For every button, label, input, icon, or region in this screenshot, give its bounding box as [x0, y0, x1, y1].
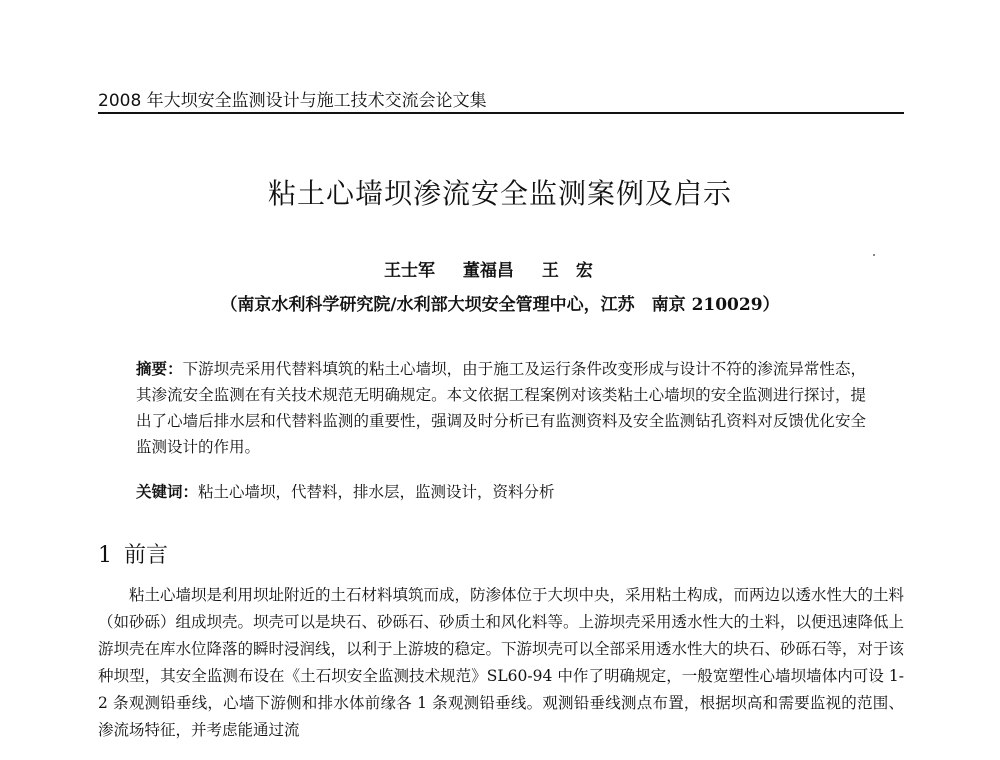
keywords-label: 关键词：: [136, 483, 199, 501]
keywords-text: 粘土心墙坝，代替料，排水层，监测设计，资料分析: [198, 483, 555, 501]
abstract-label: 摘要：: [136, 360, 183, 378]
abstract-text: 下游坝壳采用代替料填筑的粘土心墙坝，由于施工及运行条件改变形成与设计不符的渗流异常性态，其渗流安全监测在有关技术规范无明确规定。本文依据工程案例对该类粘土心墙坝的安全监测进行探讨，提出了心墙后排水层和代替料监测的重要性，强调及时分析已有监测资料及安全监测钻孔资料对反馈优化安全监测设计的作用。: [136, 360, 866, 456]
abstract: [136, 356, 866, 460]
section-heading: [98, 538, 168, 569]
author-name: 王士军: [384, 261, 435, 281]
author-list: [384, 256, 615, 281]
section-number: 1: [98, 543, 112, 568]
scan-speck: [873, 254, 875, 256]
keywords: [136, 480, 866, 502]
paper-title: 粘土心墙坝渗流安全监测案例及启示: [267, 177, 732, 210]
author-name: 董福昌: [462, 261, 514, 281]
header-rule: [98, 112, 904, 114]
body-paragraph: 粘土心墙坝是利用坝址附近的土石材料填筑而成，防渗体位于大坝中央，采用粘土构成，而两边以透水性大的土料（如砂砾）组成坝壳。坝壳可以是块石、砂砾石、砂质土和风化料等。上游坝壳采用透水性大的土料，以便迅速降低上游坝壳在库水位降落的瞬时浸润线，以利于上游坡的稳定。下游坝壳可以全部采用透水性大的块石、砂砾石等，对于该种坝型，其安全监测布设在《土石坝安全监测技术规范》SL60-94 中作了明确规定，一般宽塑性心墙坝墙体内可设 1-2 条观测铅垂线，心墙下游侧和排水体前缘各 1 条观测铅垂线。观测铅垂线测点布置，根据坝高和需要监视的范围、渗流场特征，并考虑能通过流: [98, 586, 905, 739]
affiliation: （南京水利科学研究院/水利部大坝安全管理中心，江苏 南京 210029）: [220, 295, 780, 315]
section-title: 前言: [124, 543, 169, 568]
author-name: 王 宏: [541, 261, 593, 281]
running-header: 2008 年大坝安全监测设计与施工技术交流会论文集: [98, 91, 487, 111]
